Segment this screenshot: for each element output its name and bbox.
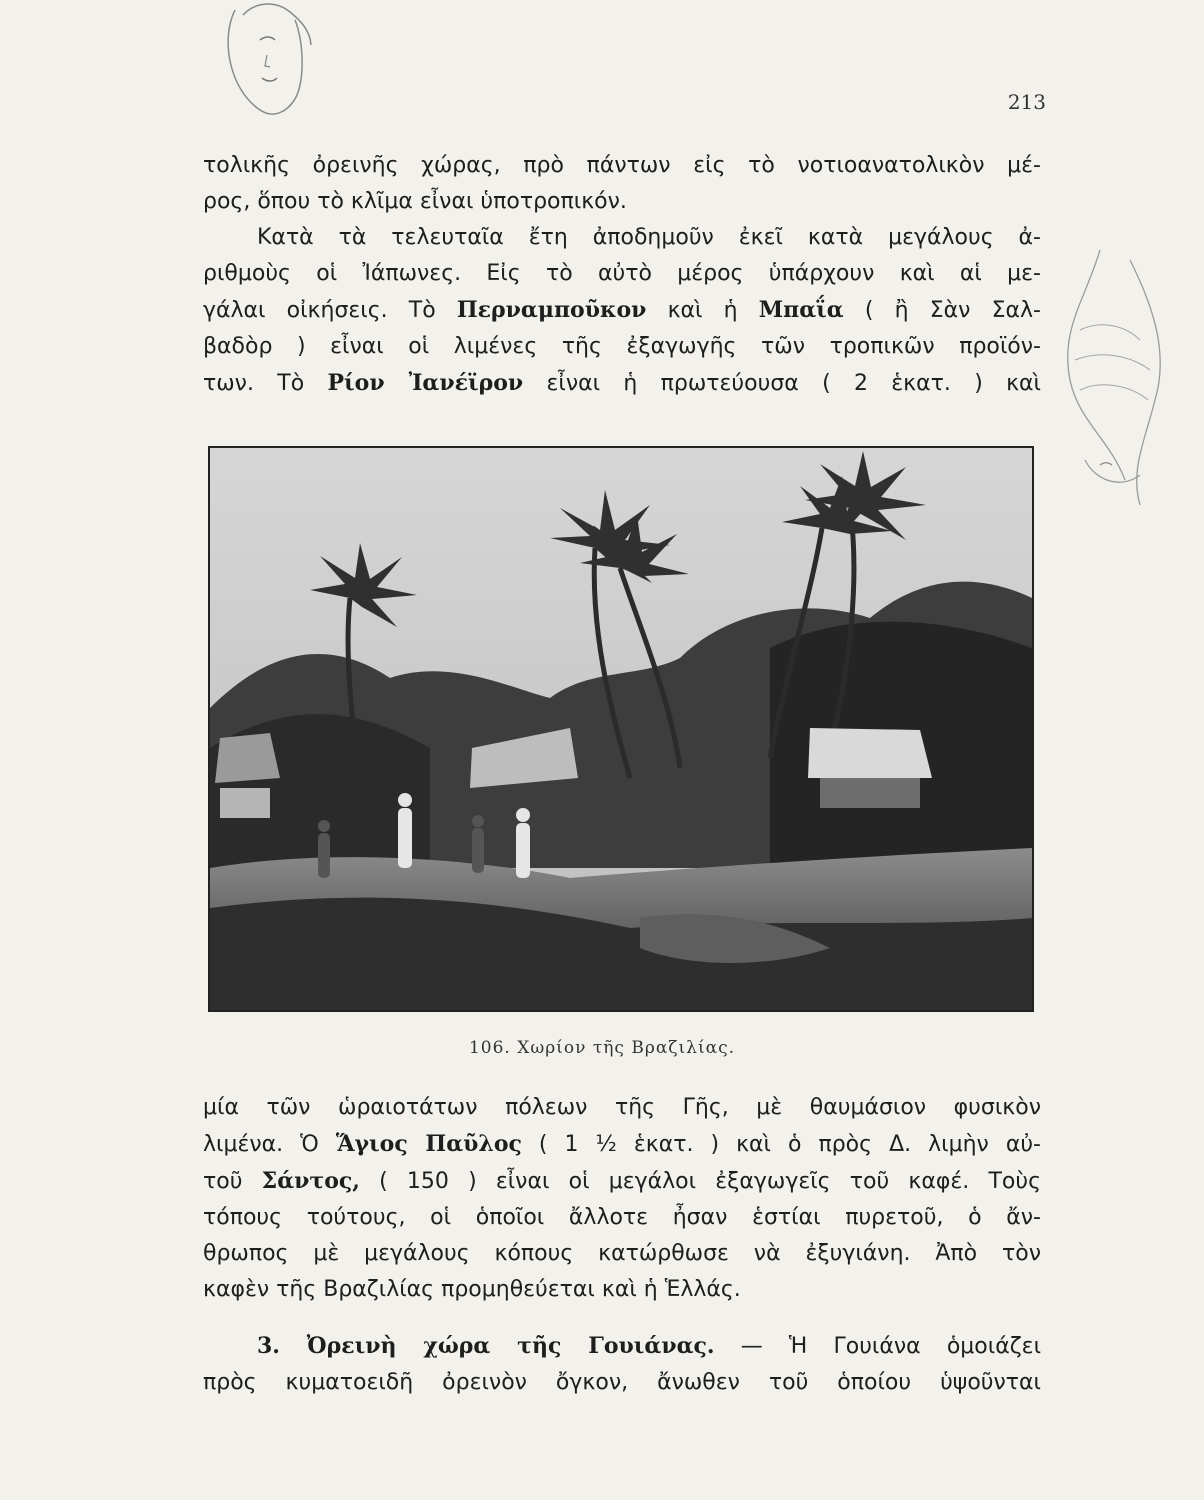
text-line: 3. Ὀρεινὴ χώρα τῆς Γουιάνας. — Ἡ Γουιάνα ὁμοιάζει	[257, 1333, 1042, 1359]
paragraph-bottom	[203, 1090, 1041, 1308]
section-guiana	[203, 1328, 1041, 1401]
place-name-rio-de-janeiro: Ρίον Ἰανέϊρον	[327, 370, 524, 396]
village-photograph	[208, 446, 1034, 1012]
text-line: γάλαι οἰκήσεις. Τὸ Περναμποῦκον καὶ ἡ Μπαΐα ( ἢ Σὰν Σαλ-	[203, 297, 1041, 323]
place-name-pernambuco: Περναμποῦκον	[456, 297, 647, 323]
figure-caption: 106. Χωρίον τῆς Βραζιλίας.	[468, 1038, 736, 1058]
page-number: 213	[1007, 90, 1046, 114]
face-sketch-doodle	[215, 0, 325, 130]
text-line: τοῦ Σάντος, ( 150 ) εἶναι οἱ μεγάλοι ἐξαγωγεῖς τοῦ καφέ. Τοὺς	[203, 1168, 1042, 1194]
section-heading: 3. Ὀρεινὴ χώρα τῆς Γουιάνας.	[257, 1333, 715, 1359]
text-line: βαδὸρ ) εἶναι οἱ λιμένες τῆς ἐξαγωγῆς τῶν τροπικῶν προϊόν-	[203, 334, 1041, 359]
text-line: καφὲν τῆς Βραζιλίας προμηθεύεται καὶ ἡ Ἑλλάς.	[203, 1277, 741, 1302]
text-line: πρὸς κυματοειδῆ ὀρεινὸν ὄγκον, ἄνωθεν τοῦ ὁποίου ὑψοῦνται	[203, 1370, 1041, 1395]
text-line: Κατὰ τὰ τελευταῖα ἔτη ἀποδημοῦν ἐκεῖ κατὰ μεγάλους ἀ-	[257, 225, 1041, 250]
paragraph-top	[203, 148, 1041, 402]
text-line: θρωπος μὲ μεγάλους κόπους κατώρθωσε νὰ ἐξυγιάνη. Ἀπὸ τὸν	[203, 1241, 1041, 1266]
text-line: ριθμοὺς οἱ Ἰάπωνες. Εἰς τὸ αὐτὸ μέρος ὑπάρχουν καὶ αἱ με-	[203, 261, 1041, 286]
text-line: λιμένα. Ὁ Ἅγιος Παῦλος ( 1 ½ ἑκατ. ) καὶ ὁ πρὸς Δ. λιμὴν αὐ-	[203, 1131, 1041, 1157]
hair-sketch-doodle	[1040, 240, 1190, 520]
place-name-santos: Σάντος,	[261, 1168, 360, 1194]
text-line: τόπους τούτους, οἱ ὁποῖοι ἄλλοτε ἦσαν ἑστίαι πυρετοῦ, ὁ ἄν-	[203, 1205, 1041, 1230]
text-line: μία τῶν ὡραιοτάτων πόλεων τῆς Γῆς, μὲ θαυμάσιον φυσικὸν	[203, 1095, 1041, 1120]
text-line: ρος, ὅπου τὸ κλῖμα εἶναι ὑποτροπικόν.	[203, 189, 627, 214]
text-line: των. Τὸ Ρίον Ἰανέϊρον εἶναι ἡ πρωτεύουσα ( 2 ἑκατ. ) καὶ	[203, 370, 1041, 396]
place-name-bahia: Μπαΐα	[758, 297, 844, 323]
place-name-sao-paulo: Ἅγιος Παῦλος	[335, 1131, 522, 1157]
text-line: τολικῆς ὀρεινῆς χώρας, πρὸ πάντων εἰς τὸ νοτιοανατολικὸν μέ-	[203, 153, 1041, 178]
